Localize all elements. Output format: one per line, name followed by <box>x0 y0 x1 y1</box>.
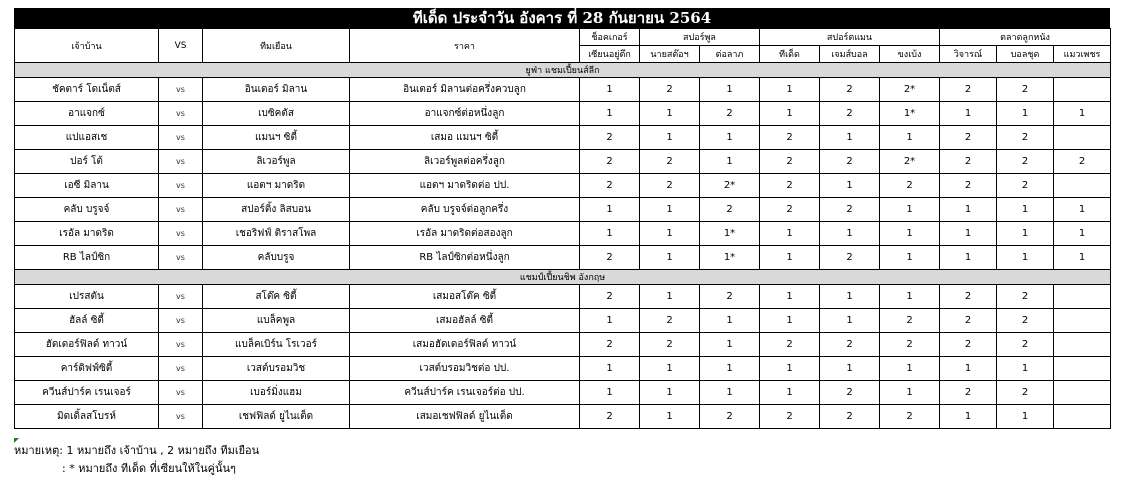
picks-table <box>14 28 1111 429</box>
pick-cell: 1 <box>880 222 940 246</box>
pick-cell: 1 <box>640 405 700 429</box>
pick-cell: 2 <box>580 150 640 174</box>
away-team: เบซิคตัส <box>203 102 350 126</box>
odds-text: อินเตอร์ มิลานต่อครึ่งควบลูก <box>350 78 580 102</box>
vs-label: vs <box>159 309 203 333</box>
pick-cell: 1 <box>760 357 820 381</box>
pick-cell <box>1054 78 1111 102</box>
pick-cell: 1 <box>580 309 640 333</box>
pick-cell: 1 <box>700 126 760 150</box>
header-sub: วิจารณ์ <box>940 46 997 63</box>
pick-cell: 2 <box>760 333 820 357</box>
pick-cell <box>1054 405 1111 429</box>
pick-cell: 2 <box>997 150 1054 174</box>
header-home: เจ้าบ้าน <box>15 29 159 63</box>
match-row <box>15 285 1111 309</box>
pick-cell: 1 <box>700 357 760 381</box>
header-away: ทีมเยือน <box>203 29 350 63</box>
away-team: สโต๊ค ซิตี้ <box>203 285 350 309</box>
odds-text: เสมอฮัลล์ ซิตี้ <box>350 309 580 333</box>
pick-cell: 2* <box>880 78 940 102</box>
vs-label: vs <box>159 285 203 309</box>
footnotes <box>14 442 259 478</box>
pick-cell: 2 <box>640 78 700 102</box>
pick-cell: 2 <box>640 333 700 357</box>
home-team: มิดเดิ้ลสโบรห์ <box>15 405 159 429</box>
pick-cell: 2 <box>880 309 940 333</box>
away-team: ลิเวอร์พูล <box>203 150 350 174</box>
pick-cell: 2 <box>940 150 997 174</box>
header-sub: แมวเพชร <box>1054 46 1111 63</box>
home-team: ชัคตาร์ โดเน็ตส์ <box>15 78 159 102</box>
pick-cell: 1 <box>940 222 997 246</box>
pick-cell: 1 <box>640 246 700 270</box>
vs-label: vs <box>159 174 203 198</box>
pick-cell: 1 <box>997 246 1054 270</box>
match-row <box>15 222 1111 246</box>
sheet-title: ทีเด็ด ประจำวัน อังคาร ที่ 28 กันยายน 2564 <box>14 8 1110 28</box>
pick-cell <box>1054 309 1111 333</box>
odds-text: เสมอเชฟฟิลด์ ยูไนเต็ด <box>350 405 580 429</box>
home-team: คาร์ดิฟฟ์ซิตี้ <box>15 357 159 381</box>
picks-sheet <box>14 8 1110 429</box>
away-team: เชฟฟิลด์ ยูไนเต็ด <box>203 405 350 429</box>
match-row <box>15 405 1111 429</box>
pick-cell <box>1054 381 1111 405</box>
pick-cell: 2 <box>880 405 940 429</box>
pick-cell: 2 <box>997 333 1054 357</box>
odds-text: ลิเวอร์พูลต่อครึ่งลูก <box>350 150 580 174</box>
pick-cell: 1* <box>880 102 940 126</box>
pick-cell: 1 <box>760 222 820 246</box>
pick-cell: 2 <box>940 126 997 150</box>
odds-text: อาแจกซ์ต่อหนึ่งลูก <box>350 102 580 126</box>
pick-cell: 1 <box>580 78 640 102</box>
pick-cell: 2 <box>820 102 880 126</box>
pick-cell: 1 <box>820 357 880 381</box>
pick-cell: 2 <box>997 285 1054 309</box>
away-team: อินเตอร์ มิลาน <box>203 78 350 102</box>
pick-cell: 2* <box>700 174 760 198</box>
pick-cell: 1 <box>997 357 1054 381</box>
vs-label: vs <box>159 333 203 357</box>
pick-cell: 1 <box>940 246 997 270</box>
header-sub: ขงเบ้ง <box>880 46 940 63</box>
pick-cell: 1 <box>940 357 997 381</box>
pick-cell: 2 <box>820 198 880 222</box>
pick-cell: 1 <box>700 150 760 174</box>
pick-cell <box>1054 285 1111 309</box>
odds-text: แอตฯ มาดริดต่อ ปป. <box>350 174 580 198</box>
pick-cell <box>1054 357 1111 381</box>
pick-cell: 1 <box>700 309 760 333</box>
pick-cell: 1 <box>580 222 640 246</box>
pick-cell <box>1054 174 1111 198</box>
pick-cell: 2 <box>997 174 1054 198</box>
vs-label: vs <box>159 405 203 429</box>
match-row <box>15 78 1111 102</box>
header-group-sporpool: สปอร์พูล <box>640 29 760 46</box>
pick-cell <box>1054 126 1111 150</box>
pick-cell: 1 <box>640 222 700 246</box>
pick-cell: 2 <box>940 309 997 333</box>
pick-cell: 2 <box>880 333 940 357</box>
pick-cell: 2 <box>640 309 700 333</box>
pick-cell: 2 <box>760 198 820 222</box>
pick-cell: 1 <box>640 102 700 126</box>
pick-cell: 2 <box>580 285 640 309</box>
pick-cell: 1 <box>940 198 997 222</box>
home-team: เปรสตัน <box>15 285 159 309</box>
pick-cell: 2 <box>997 381 1054 405</box>
pick-cell: 1 <box>760 309 820 333</box>
pick-cell: 2 <box>940 381 997 405</box>
section-row <box>15 270 1111 285</box>
pick-cell: 2 <box>580 126 640 150</box>
match-row <box>15 357 1111 381</box>
pick-cell: 2 <box>760 174 820 198</box>
footnote-1: หมายเหตุ: 1 หมายถึง เจ้าบ้าน , 2 หมายถึง ทีมเยือน <box>14 444 260 457</box>
home-team: เอซี มิลาน <box>15 174 159 198</box>
header-sub: ต่อลาภ <box>700 46 760 63</box>
away-team: แมนฯ ซิตี้ <box>203 126 350 150</box>
match-row <box>15 381 1111 405</box>
match-row <box>15 309 1111 333</box>
pick-cell: 1 <box>820 222 880 246</box>
vs-label: vs <box>159 126 203 150</box>
match-row <box>15 174 1111 198</box>
pick-cell: 1 <box>640 357 700 381</box>
pick-cell: 2 <box>940 174 997 198</box>
pick-cell: 1 <box>880 246 940 270</box>
pick-cell: 1 <box>997 222 1054 246</box>
pick-cell: 1 <box>760 246 820 270</box>
away-team: แบล็คพูล <box>203 309 350 333</box>
odds-text: เสมอสโต๊ค ซิตี้ <box>350 285 580 309</box>
away-team: เวสต์บรอมวิช <box>203 357 350 381</box>
away-team: สปอร์ติ้ง ลิสบอน <box>203 198 350 222</box>
pick-cell: 1 <box>880 357 940 381</box>
pick-cell: 1 <box>820 309 880 333</box>
pick-cell: 2 <box>700 102 760 126</box>
match-row <box>15 102 1111 126</box>
match-row <box>15 126 1111 150</box>
pick-cell: 1 <box>880 126 940 150</box>
pick-cell: 1 <box>1054 222 1111 246</box>
home-team: เรอัล มาดริด <box>15 222 159 246</box>
pick-cell: 1 <box>880 381 940 405</box>
pick-cell: 1 <box>1054 198 1111 222</box>
header-sub: เจมส์บอล <box>820 46 880 63</box>
header-group-shocker: ช็อคเกอร์ <box>580 29 640 46</box>
pick-cell: 1 <box>760 78 820 102</box>
footnote-2: : * หมายถึง ทีเด็ด ที่เซียนให้ในคู่นั้นๆ <box>62 462 236 475</box>
vs-label: vs <box>159 102 203 126</box>
pick-cell: 1* <box>700 222 760 246</box>
pick-cell: 2 <box>820 405 880 429</box>
header-sub: นายสต๊อฯ <box>640 46 700 63</box>
vs-label: vs <box>159 246 203 270</box>
pick-cell <box>1054 333 1111 357</box>
header-sub: บอลชุด <box>997 46 1054 63</box>
odds-text: เรอัล มาดริดต่อสองลูก <box>350 222 580 246</box>
vs-label: vs <box>159 198 203 222</box>
pick-cell: 2 <box>640 150 700 174</box>
pick-cell: 1 <box>1054 246 1111 270</box>
header-sub: เซียนอยู่ตึก <box>580 46 640 63</box>
pick-cell: 1 <box>997 198 1054 222</box>
away-team: คลับบรูจ <box>203 246 350 270</box>
pick-cell: 2 <box>820 246 880 270</box>
pick-cell: 1 <box>700 333 760 357</box>
pick-cell: 2 <box>940 285 997 309</box>
pick-cell: 1 <box>1054 102 1111 126</box>
pick-cell: 2* <box>880 150 940 174</box>
pick-cell: 2 <box>1054 150 1111 174</box>
header-sub: ทีเด็ด <box>760 46 820 63</box>
pick-cell: 1 <box>760 285 820 309</box>
pick-cell: 2 <box>820 333 880 357</box>
section-row <box>15 63 1111 78</box>
match-row <box>15 198 1111 222</box>
pick-cell: 1 <box>640 285 700 309</box>
pick-cell: 2 <box>997 309 1054 333</box>
odds-text: RB ไลป์ซิกต่อหนึ่งลูก <box>350 246 580 270</box>
home-team: ควีนส์ปาร์ค เรนเจอร์ <box>15 381 159 405</box>
header-group-sportsman: สปอร์ตแมน <box>760 29 940 46</box>
away-team: เบอร์มิ่งแฮม <box>203 381 350 405</box>
pick-cell: 1 <box>940 102 997 126</box>
header-row-groups <box>15 29 1111 46</box>
pick-cell: 1* <box>700 246 760 270</box>
pick-cell: 2 <box>760 405 820 429</box>
pick-cell: 2 <box>580 174 640 198</box>
pick-cell: 1 <box>760 102 820 126</box>
pick-cell: 2 <box>880 174 940 198</box>
vs-label: vs <box>159 78 203 102</box>
pick-cell: 1 <box>820 126 880 150</box>
header-group-football-market: ตลาดลูกหนัง <box>940 29 1111 46</box>
away-team: เชอริฟฟ์ ติราสโพล <box>203 222 350 246</box>
odds-text: เวสต์บรอมวิชต่อ ปป. <box>350 357 580 381</box>
pick-cell: 1 <box>580 357 640 381</box>
pick-cell: 2 <box>640 174 700 198</box>
match-row <box>15 333 1111 357</box>
pick-cell: 2 <box>997 126 1054 150</box>
home-team: คลับ บรูจจ์ <box>15 198 159 222</box>
odds-text: เสมอฮัดเดอร์ฟิลด์ ทาวน์ <box>350 333 580 357</box>
pick-cell: 2 <box>820 150 880 174</box>
away-team: แบล็คเบิร์น โรเวอร์ <box>203 333 350 357</box>
pick-cell: 1 <box>580 381 640 405</box>
pick-cell: 1 <box>640 126 700 150</box>
pick-cell: 2 <box>760 126 820 150</box>
pick-cell: 1 <box>580 102 640 126</box>
home-team: ฮัดเดอร์ฟิลด์ ทาวน์ <box>15 333 159 357</box>
pick-cell: 2 <box>580 333 640 357</box>
pick-cell: 1 <box>880 285 940 309</box>
pick-cell: 2 <box>940 78 997 102</box>
cell-marker <box>14 438 19 443</box>
pick-cell: 2 <box>997 78 1054 102</box>
match-row <box>15 246 1111 270</box>
header-odds: ราคา <box>350 29 580 63</box>
pick-cell: 2 <box>700 285 760 309</box>
section-title: แชมป์เปี้ยนชิพ อังกฤษ <box>15 270 1111 285</box>
pick-cell: 2 <box>820 78 880 102</box>
pick-cell: 1 <box>940 405 997 429</box>
pick-cell: 1 <box>997 405 1054 429</box>
home-team: แปแอสเช <box>15 126 159 150</box>
pick-cell: 1 <box>700 381 760 405</box>
pick-cell: 2 <box>940 333 997 357</box>
home-team: RB ไลป์ซิก <box>15 246 159 270</box>
pick-cell: 1 <box>820 285 880 309</box>
pick-cell: 2 <box>700 198 760 222</box>
vs-label: vs <box>159 357 203 381</box>
pick-cell: 1 <box>640 381 700 405</box>
header-vs: VS <box>159 29 203 63</box>
pick-cell: 1 <box>640 198 700 222</box>
pick-cell: 2 <box>820 381 880 405</box>
pick-cell: 1 <box>880 198 940 222</box>
vs-label: vs <box>159 222 203 246</box>
pick-cell: 2 <box>700 405 760 429</box>
home-team: ปอร์ โต้ <box>15 150 159 174</box>
odds-text: เสมอ แมนฯ ซิตี้ <box>350 126 580 150</box>
pick-cell: 1 <box>820 174 880 198</box>
pick-cell: 2 <box>580 246 640 270</box>
section-title: ยูฟ่า แชมเปี้ยนส์ลีก <box>15 63 1111 78</box>
vs-label: vs <box>159 150 203 174</box>
pick-cell: 2 <box>580 405 640 429</box>
away-team: แอตฯ มาดริด <box>203 174 350 198</box>
vs-label: vs <box>159 381 203 405</box>
pick-cell: 1 <box>760 381 820 405</box>
odds-text: คลับ บรูจจ์ต่อลูกครึ่ง <box>350 198 580 222</box>
pick-cell: 1 <box>997 102 1054 126</box>
match-row <box>15 150 1111 174</box>
pick-cell: 1 <box>700 78 760 102</box>
odds-text: ควีนส์ปาร์ค เรนเจอร์ต่อ ปป. <box>350 381 580 405</box>
pick-cell: 1 <box>580 198 640 222</box>
home-team: ฮัลล์ ซิตี้ <box>15 309 159 333</box>
home-team: อาแจกซ์ <box>15 102 159 126</box>
pick-cell: 2 <box>760 150 820 174</box>
